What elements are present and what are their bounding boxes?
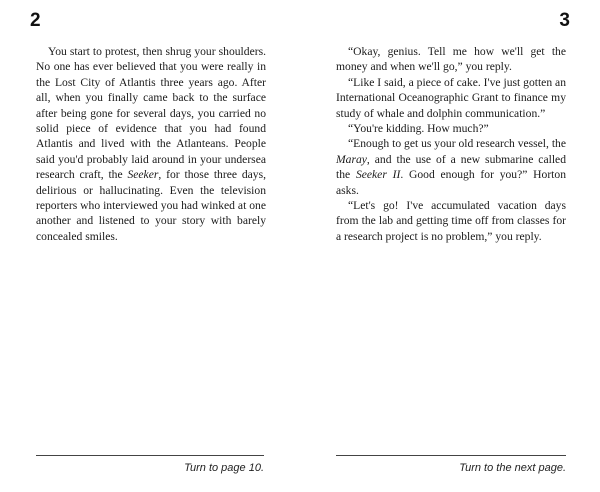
paragraph	[336, 75, 566, 121]
text-run: “Like I said, a piece of cake. I've just gotten an International Oceanographic Grant to finance my study of whale and dolphin communication.”	[336, 75, 566, 120]
paragraph	[336, 121, 566, 136]
italic-title: Maray	[336, 152, 367, 166]
paragraph	[336, 198, 566, 244]
text-run: , and the use of a new submarine called the	[336, 152, 566, 182]
page-number: 2	[30, 10, 41, 31]
body-text	[36, 44, 266, 244]
paragraph	[336, 44, 566, 75]
footer-rule	[36, 455, 264, 456]
turn-to-page-link: Turn to page 10.	[184, 462, 264, 474]
text-run: You start to protest, then shrug your shoulders. No one has ever believed that you were really in the Lost City of Atlantis three years ago. After all, when you finally came back to the surface after being gone for several days, you carried no solid piece of evidence that you had found Atlantis and lived with the Atlanteans. People said you'd probably laid around in your undersea research craft, the	[36, 45, 266, 182]
text-run: “Okay, genius. Tell me how we'll get the money and when we'll go,” you reply.	[336, 45, 566, 74]
text-run: . Good enough for you?” Horton asks.	[336, 168, 566, 197]
footer-rule	[336, 455, 566, 456]
italic-title: Seeker II	[355, 168, 401, 182]
body-text	[336, 44, 566, 244]
text-run: “Let's go! I've accumulated vacation days from the lab and getting time off from classes for a research project is no problem,” you reply.	[336, 199, 566, 243]
right-page	[300, 0, 600, 492]
paragraph	[36, 44, 266, 244]
text-run: , for those three days, delirious or hallucinating. Even the television reporters who interviewed you had winked at one another and listened to your story with barely concealed smiles.	[36, 168, 266, 243]
text-run: “Enough to get us your old research vessel, the	[348, 137, 566, 151]
text-run: “You're kidding. How much?”	[348, 122, 489, 136]
turn-to-page-link: Turn to the next page.	[459, 462, 566, 474]
page-number: 3	[559, 10, 570, 31]
paragraph	[336, 136, 566, 198]
italic-title: Seeker	[127, 168, 159, 182]
